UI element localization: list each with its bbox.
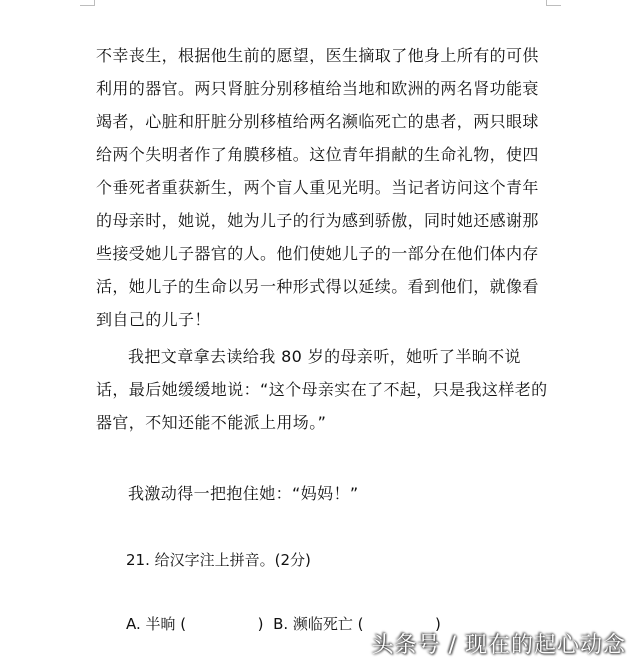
paragraph-1: 不幸丧生，根据他生前的愿望，医生摘取了他身上所有的可供利用的器官。两只肾脏分别移植给当地和欧洲的两名肾功能衰竭者，心脏和肝脏分别移植给两名濒临死亡的患者，两只眼球给两个失明者作了角膜移植。这位青年捐献的生命礼物，使四个垂死者重获新生，两个盲人重见光明。当记者访问这个青年的母亲时，她说，她为儿子的行为感到骄傲，同时她还感谢那些接受她儿子器官的人。他们使她儿子的一部分在他们体内存活，她儿子的生命以另一种形式得以延续。看到他们，就像看到自己的儿子！ [96, 46, 539, 329]
watermark: 头条号 / 现在的起心动念 [371, 633, 626, 658]
question-options: A. 半晌 ( ) B. 濒临死亡 ( ) [126, 615, 441, 633]
question-title: 21. 给汉字注上拼音。(2分) [126, 551, 311, 569]
paragraph-3: 我激动得一把抱住她：“妈妈！” [128, 484, 359, 503]
paragraph-2: 我把文章拿去读给我 80 岁的母亲听，她听了半晌不说话，最后她缓缓地说：“这个母亲实在了不起，只是我这样老的器官，不知还能不能派上用场。” [96, 347, 548, 432]
page-corner-mark-left [80, 0, 95, 6]
page-corner-mark-right [546, 0, 561, 6]
